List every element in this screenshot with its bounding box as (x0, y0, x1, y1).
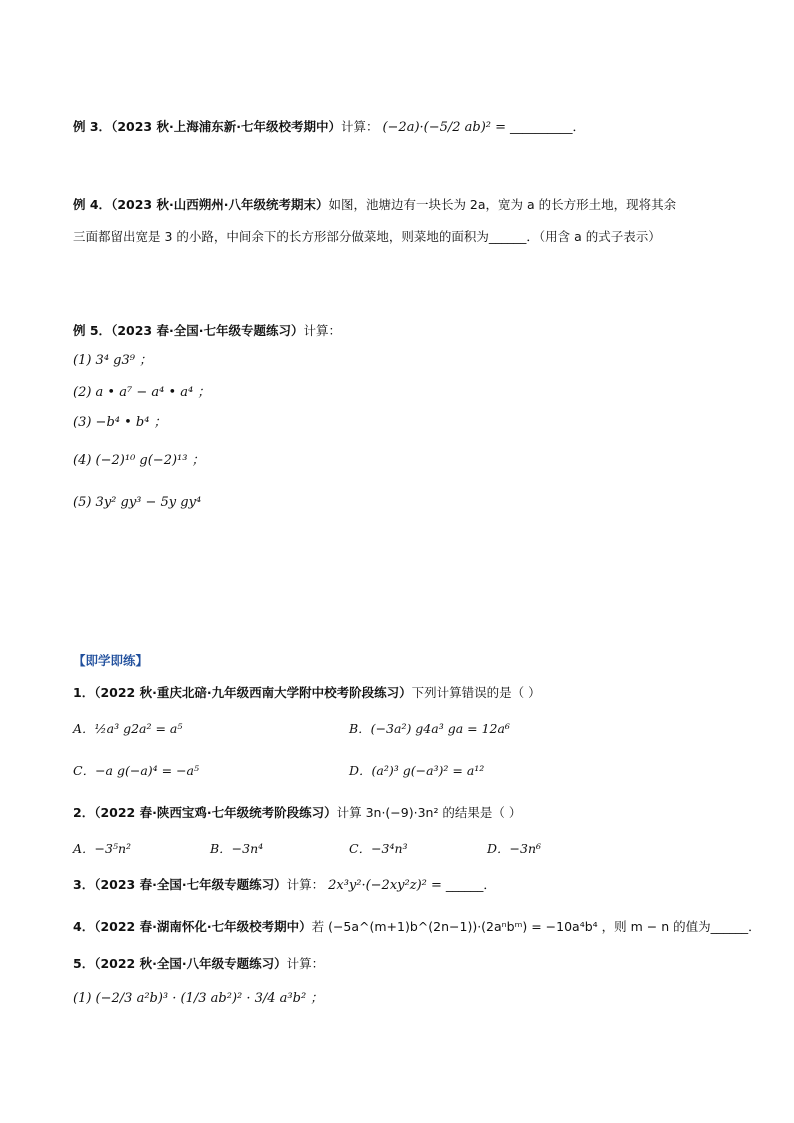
example-4-text-2: 三面都留出宽是 3 的小路，中间余下的长方形部分做菜地，则菜地的面积为______．（用含 a 的式子表示） (73, 229, 661, 244)
practice-header: 【即学即练】 (73, 653, 149, 668)
question-2-label: 2． (73, 805, 95, 820)
example-3-expression: (−2a)·(−5/2 ab)² = (382, 120, 507, 135)
example-4-source: （2023 秋·山西朔州·八年级统考期末） (111, 197, 329, 212)
example-5-label: 例 5． (73, 323, 112, 338)
example-4-text-1: 如图，池塘边有一块长为 2a，宽为 a 的长方形土地，现将其余 (328, 197, 677, 212)
question-2-choice-c: C．−3⁴n³ (349, 841, 408, 856)
example-4-line-1 (73, 196, 676, 214)
question-3-expression: 2x³y²·(−2xy²z)² = (328, 878, 442, 893)
question-2-choice-a: A．−3⁵n² (73, 841, 132, 856)
example-5-item: (4) (−2)¹⁰ g(−2)¹³ ； (73, 453, 205, 468)
example-3-source: （2023 秋·上海浦东新·七年级校考期中） (111, 119, 341, 134)
question-3-stem: 计算： (286, 877, 325, 892)
example-5-item: (2) a • a⁷ − a⁴ • a⁴ ； (73, 385, 211, 400)
question-1-source: （2022 秋·重庆北碚·九年级西南大学附中校考阶段练习） (94, 685, 412, 700)
question-1-stem: 下列计算错误的是（ ） (411, 685, 541, 700)
question-2 (73, 804, 521, 822)
example-5-item: (3) −b⁴ • b⁴ ； (73, 415, 167, 430)
question-4-source: （2022 春·湖南怀化·七年级校考期中） (94, 919, 312, 934)
example-3-blank: __________． (510, 119, 586, 134)
question-3-blank: ______． (445, 877, 496, 892)
question-1-choice-c: C．−a g(−a)⁴ = −a⁵ (73, 763, 200, 778)
example-5-source: （2023 春·全国·七年级专题练习） (111, 323, 304, 338)
question-3-source: （2023 春·全国·七年级专题练习） (94, 877, 287, 892)
question-4-stem: 若 (−5a^(m+1)b^(2n−1))·(2aⁿbᵐ) = −10a⁴b⁴ ，则 m − n 的值为______． (311, 919, 761, 934)
question-1 (73, 684, 541, 702)
example-3-prompt: 计算： (340, 119, 379, 134)
question-1-choice-d: D．(a²)³ g(−a³)² = a¹² (349, 763, 485, 778)
question-1-label: 1． (73, 685, 95, 700)
question-2-source: （2022 春·陕西宝鸡·七年级统考阶段练习） (94, 805, 337, 820)
question-1-choice-b: B．(−3a²) g4a³ ga = 12a⁶ (349, 721, 510, 736)
question-2-choice-d: D．−3n⁶ (487, 841, 542, 856)
question-2-choice-b: B．−3n⁴ (210, 841, 264, 856)
question-4-label: 4． (73, 919, 95, 934)
question-3-label: 3． (73, 877, 95, 892)
question-5-source: （2022 秋·全国·八年级专题练习） (94, 956, 287, 971)
example-5-heading (73, 322, 341, 340)
example-5-item: (1) 3⁴ g3⁹ ； (73, 353, 153, 368)
question-5 (73, 955, 324, 973)
example-3-label: 例 3． (73, 119, 112, 134)
example-5-prompt: 计算： (303, 323, 341, 338)
question-5-label: 5． (73, 956, 95, 971)
question-4 (73, 918, 761, 936)
question-3 (73, 876, 496, 895)
example-4-line-2 (73, 228, 661, 246)
example-5-item: (5) 3y² gy³ − 5y gy⁴ (73, 495, 202, 510)
question-5-item-1: (1) (−2/3 a²b)³ · (1/3 ab²)² · 3/4 a³b² ； (73, 991, 324, 1006)
question-1-choice-a: A．½a³ g2a² = a⁵ (73, 721, 183, 736)
question-5-stem: 计算： (286, 956, 325, 971)
example-3 (73, 118, 585, 137)
question-2-stem: 计算 3n·(−9)·3n² 的结果是（ ） (336, 805, 522, 820)
example-4-label: 例 4． (73, 197, 112, 212)
